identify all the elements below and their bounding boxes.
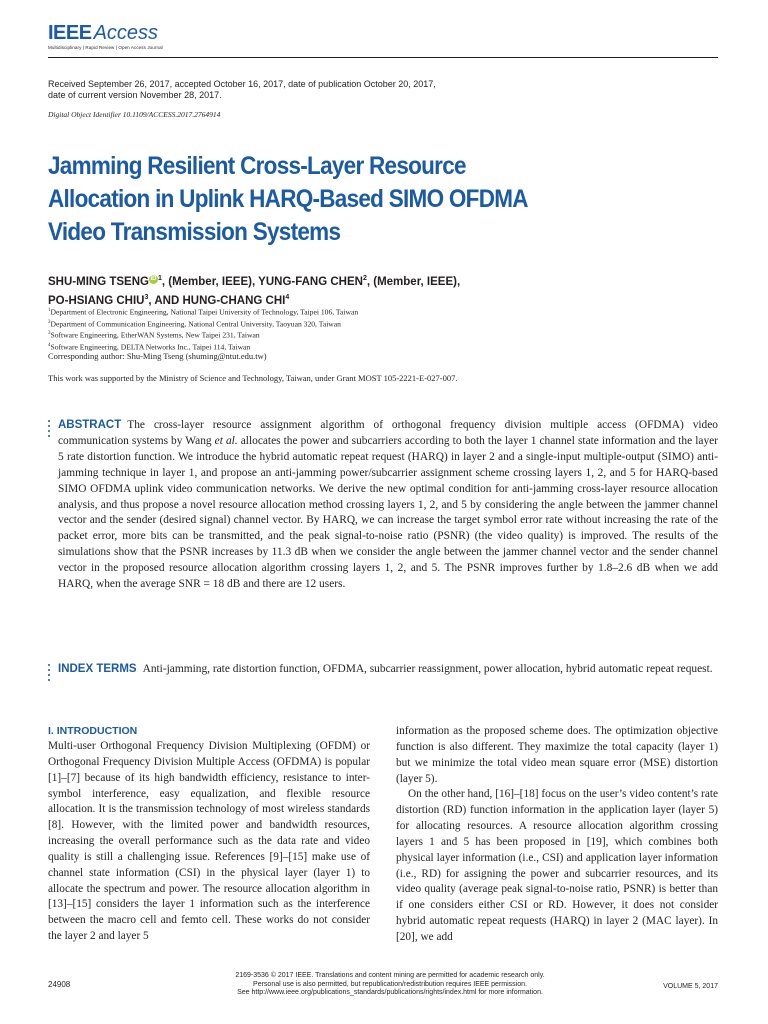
affiliation-item: $^4$Software Engineering, DELTA Networks Inc., Taipei 114, Taiwan (48, 342, 251, 352)
publication-dates: Received September 26, 2017, accepted October 16, 2017, date of publication October 20, 2017, date of current version November 28, 2017. (48, 79, 436, 100)
affiliation-item: $^3$Software Engineering, EtherWAN Systems, New Taipei 231, Taiwan (48, 330, 260, 340)
index-terms: INDEX TERMS Anti-jamming, rate distortion function, OFDMA, subcarrier reassignment, power allocation, hybrid automatic repeat request. (58, 663, 713, 675)
abstract-dots-icon (48, 420, 51, 440)
corresponding-author: Corresponding author: Shu-Ming Tseng (shuming@ntut.edu.tw) (48, 351, 267, 361)
body-right-column (396, 724, 718, 946)
paragraph: Multi-user Orthogonal Frequency Division Multiplexing (OFDM) or Orthogonal Frequency Division Multiple Access (OFDMA) is popular [1]–[7] because of its high bandwidth efficiency, resistance to inter-symbol interference, easy equalization, and flexible resource allocation. It is the transmission technology of most wireless standards [8]. However, with the limited power and bandwidth resources, increasing the overall performance such as the data rate and video quality is still a challenging issue. References [9]–[15] make use of channel state information (CSI) in the physical layer (layer 1) to allocate the spectrum and power. The resource allocation algorithm in [13]–[15] considers the layer 1 information such as the interference between the macro cell and femto cell. These works do not consider the layer 2 and layer 5 (48, 740, 370, 943)
index-terms-label: INDEX TERMS (58, 663, 137, 675)
author-list: SHU-MING TSENG iD $^1$, (Member, IEEE), YUNG-FANG CHEN$^2$, (Member, IEEE), PO-HSIANG CHIU$^3$, AND HUNG-CHANG CHI$^4$ (48, 275, 461, 307)
page-number: 24908 (48, 980, 71, 989)
affiliation-item: $^2$Department of Communication Engineering, National Central University, Taoyuan 320, Taiwan (48, 319, 341, 329)
doi: Digital Object Identifier 10.1109/ACCESS.2017.2764914 (48, 110, 221, 119)
affiliations (48, 306, 548, 352)
funding-note: This work was supported by the Ministry of Science and Technology, Taiwan, under Grant MOST 105-2221-E-027-007. (48, 373, 458, 383)
body-left-column (48, 724, 370, 945)
paragraph: information as the proposed scheme does. The optimization objective function is also different. They maximize the total capacity (layer 1) but we minimize the total video mean square error (MSE) distortion (layer 5). (396, 725, 718, 785)
paper-title: Jamming Resilient Cross-Layer Resource Allocation in Uplink HARQ-Based SIMO OFDMA Video Transmission Systems (48, 152, 527, 246)
abstract-label: ABSTRACT (58, 419, 122, 431)
paragraph: On the other hand, [16]–[18] focus on the user’s video content’s rate distortion (RD) function information in the application layer (layer 5) for allocating resources. A resource allocation algorithm crossing layers 1 and 5 has been proposed in [19], which combines both physical layer information (i.e., CSI) and application layer information (i.e., RD) for assigning the power and subcarrier resources, and its video quality (average peak signal-to-noise ratio, PSNR) is better than if one considers either CSI or RD. However, it does not consider hybrid automatic repeat requests (HARQ) in layer 2 (MAC layer). In [20], we add (396, 788, 718, 943)
journal-tagline: Multidisciplinary | Rapid Review | Open Access Journal (48, 45, 163, 50)
logo-ieee: IEEE (48, 22, 92, 44)
volume-label: VOLUME 5, 2017 (663, 983, 718, 990)
copyright-notice: 2169-3536 © 2017 IEEE. Translations and content mining are permitted for academic research only. Personal use is also permitted, but republication/redistribution requires IEEE permission. See http://www.ieee.org/publications_standards/publications/rights/index.html for more information. (235, 972, 545, 997)
abstract: ABSTRACT The cross-layer resource assignment algorithm of orthogonal frequency division multiple access (OFDMA) video communication systems by Wang et al. allocates the power and subcarriers according to both the layer 1 channel state information and the layer 5 rate distortion function. We introduce the hybrid automatic repeat request (HARQ) in layer 2 and a single-input multiple-output (SIMO) anti-jamming technique in layer 1, and propose an anti-jamming power/subcarrier assignment scheme crossing layers 1, 2, and 5 for HARQ-based SIMO OFDMA uplink video communication networks. We derive the new optimal condition for anti-jamming cross-layer resource allocation analysis, and thus propose a novel resource allocation method crossing layers 1, 2, and 5 by considering the angle between the jammer channel vector and the sender (desired signal) channel vector. By HARQ, we can increase the target symbol error rate without increasing the rate of the packet error, more bits can be transmitted, and the peak signal-to-noise ratio (PSNR) (the video quality) is improved. The results of the simulations show that the PSNR increases by 11.3 dB when we consider the angle between the jammer channel vector and the sender channel vector in the proposed resource allocation algorithm crossing layers 1, 2, and 5. The PSNR improves further by 1.8–2.6 dB when we add HARQ, when the average SNR = 18 dB and there are 12 users. (58, 419, 719, 591)
section-heading: I. INTRODUCTION (48, 725, 138, 737)
header-divider (48, 57, 718, 58)
orcid-icon[interactable]: iD (150, 276, 157, 282)
affiliation-item: $^1$Department of Electronic Engineering, National Taipei University of Technology, Taipei 106, Taiwan (48, 307, 359, 317)
logo-access: Access (93, 22, 159, 44)
index-terms-dots-icon (48, 664, 51, 684)
